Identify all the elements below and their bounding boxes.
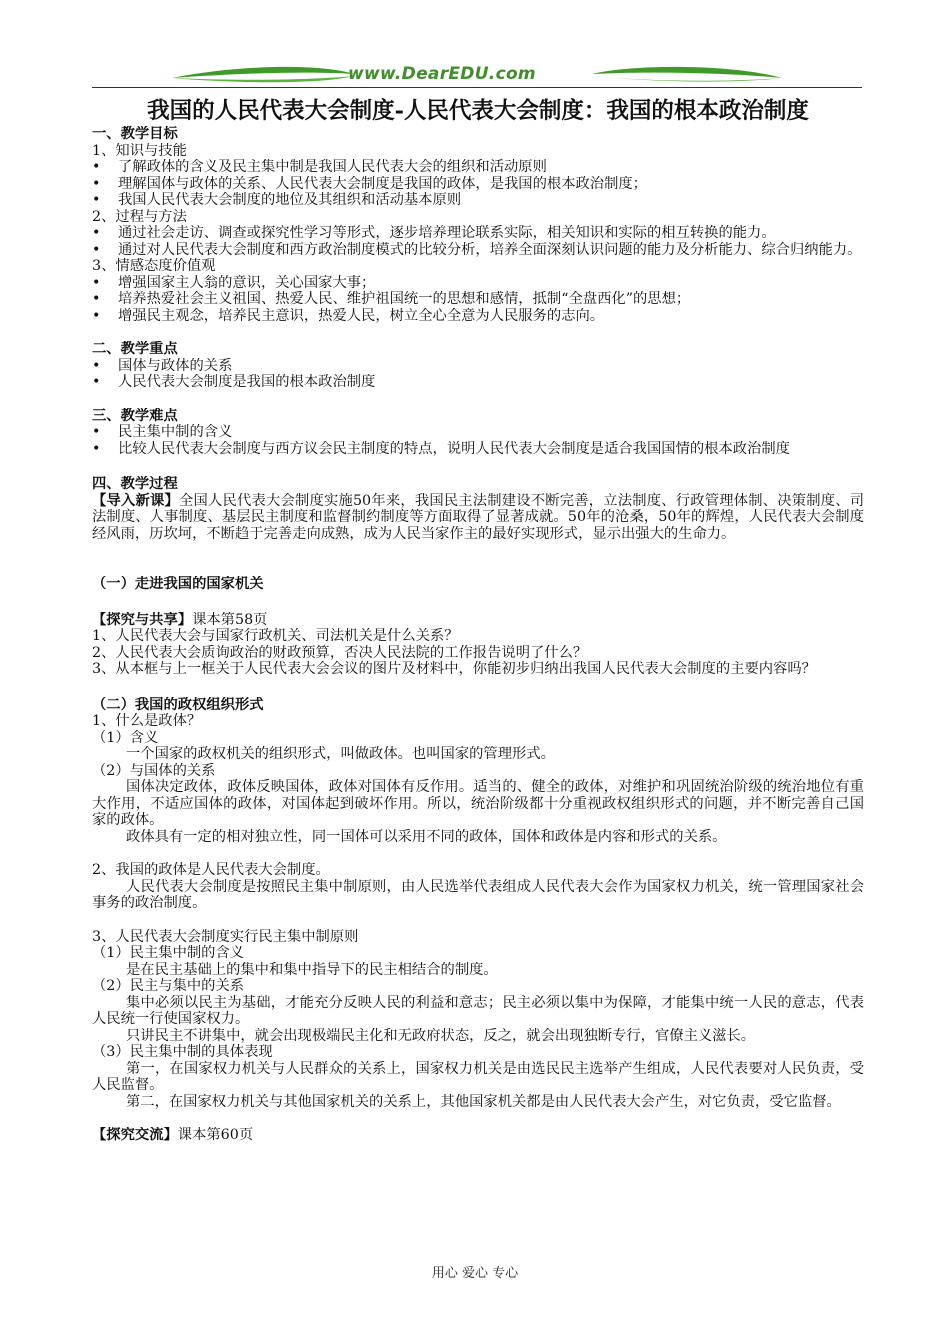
list-item: • 增强国家主人翁的意识，关心国家大事； [92, 275, 864, 292]
body-paragraph: 只讲民主不讲集中，就会出现极端民主化和无政府状态，反之，就会出现独断专行，官僚主义滋长。 [126, 1027, 756, 1044]
question-item: 3、从本框与上一框关于人民代表大会会议的图片及材料中，你能初步归纳出我国人民代表大会制度的主要内容吗？ [92, 661, 816, 677]
list-item: • 通过社会走访、调查或探究性学习等形式，逐步培养理论联系实际，相关知识和实际的相互转换的能力。 [92, 225, 864, 242]
subheading: （3）民主集中制的具体表现 [92, 1044, 273, 1060]
subheading: （1）含义 [92, 729, 159, 746]
subheading: （2）与国体的关系 [92, 762, 216, 779]
list-item: • 了解政体的含义及民主集中制是我国人民代表大会的组织和活动原则 [92, 159, 864, 176]
document-body [92, 96, 864, 1144]
subheading: 2、我国的政体是人民代表大会制度。 [92, 862, 330, 878]
list-item: • 增强民主观念，培养民主意识，热爱人民，树立全心全意为人民服务的志向。 [92, 308, 864, 325]
spacer [92, 1110, 864, 1127]
spacer [92, 845, 864, 862]
body-paragraph: 国体决定政体，政体反映国体，政体对国体有反作用。适当的、健全的政体，对维护和巩固统治阶级的统治地位有重大作用，不适应国体的政体，对国体起到破坏作用。所以，统治阶级都十分重视政权组织形式的问题，并不断完善自己国家的政体。 [92, 779, 864, 828]
subheading: 1、什么是政体？ [92, 713, 202, 729]
intro-label: 【导入新课】 [92, 492, 179, 509]
spacer [92, 593, 864, 612]
subheading-values: 3、情感态度价值观 [92, 258, 216, 274]
body-paragraph: 第一，在国家权力机关与人民群众的关系上，国家权力机关是由选民民主选举产生组成，人民代表要对人民负责，受人民监督。 [92, 1060, 864, 1093]
spacer [92, 457, 864, 476]
spacer [92, 324, 864, 341]
explore-share-text: 课本第58页 [192, 611, 268, 628]
spacer [92, 912, 864, 929]
question-item: 1、人民代表大会与国家行政机关、司法机关是什么关系？ [92, 628, 459, 644]
list-item: • 比较人民代表大会制度与西方议会民主制度的特点，说明人民代表大会制度是适合我国国情的根本政治制度 [92, 441, 864, 458]
explore-exchange-label: 【探究交流】 [92, 1127, 178, 1143]
spacer [92, 678, 864, 697]
section-heading-objectives: 一、教学目标 [92, 126, 178, 142]
subheading-knowledge: 1、知识与技能 [92, 142, 187, 159]
spacer [92, 542, 864, 576]
explore-exchange-text: 课本第60页 [177, 1127, 254, 1143]
site-logo-text: www.DearEDU.com [348, 64, 536, 84]
part1-heading: （一）走进我国的国家机关 [92, 576, 264, 592]
list-item: • 通过对人民代表大会制度和西方政治制度模式的比较分析，培养全面深刻认识问题的能力及分析能力、综合归纳能力。 [92, 242, 864, 259]
section-heading-key-points: 二、教学重点 [92, 341, 178, 357]
subheading: （2）民主与集中的关系 [92, 978, 245, 994]
explore-exchange-line [92, 1127, 864, 1144]
list-item: • 培养热爱社会主义祖国、热爱人民、维护祖国统一的思想和感情，抵制“全盘西化”的思想； [92, 291, 864, 308]
subheading: （1）民主集中制的含义 [92, 945, 245, 961]
intro-text: 全国人民代表大会制度实施50年来，我国民主法制建设不断完善，立法制度、行政管理体制、决策制度、司法制度、人事制度、基层民主制度和监督制约制度等方面取得了显著成就。50年的沧桑，50年的辉煌，人民代表大会制度经风雨，历坎坷，不断趋于完善走向成熟，成为人民当家作主的最好实现形式，显示出强大的生命力。 [92, 492, 865, 542]
list-item: • 国体与政体的关系 [92, 358, 864, 375]
subheading: 3、人民代表大会制度实行民主集中制原则 [92, 928, 359, 945]
question-item: 2、人民代表大会质询政治的财政预算，否决人民法院的工作报告说明了什么？ [92, 644, 588, 661]
explore-share-label: 【探究与共享】 [92, 611, 193, 628]
body-paragraph: 人民代表大会制度是按照民主集中制原则，由人民选举代表组成人民代表大会作为国家权力机关，统一管理国家社会事务的政治制度。 [92, 878, 864, 911]
subheading-process: 2、过程与方法 [92, 208, 187, 225]
spacer [92, 391, 864, 408]
section-heading-difficulties: 三、教学难点 [92, 407, 178, 424]
body-paragraph: 政体具有一定的相对独立性，同一国体可以采用不同的政体，国体和政体是内容和形式的关系。 [126, 828, 727, 845]
explore-share-line [92, 612, 864, 629]
intro-paragraph [92, 493, 864, 543]
section-heading-process: 四、教学过程 [92, 476, 178, 492]
list-item: • 理解国体与政体的关系、人民代表大会制度是我国的政体，是我国的根本政治制度； [92, 176, 864, 193]
page-footer: 用心 爱心 专心 [431, 1266, 519, 1281]
body-paragraph: 集中必须以民主为基础，才能充分反映人民的利益和意志；民主必须以集中为保障，才能集中统一人民的意志，代表人民统一行使国家权力。 [92, 994, 864, 1027]
body-paragraph: 是在民主基础上的集中和集中指导下的民主相结合的制度。 [126, 961, 498, 978]
list-item: • 民主集中制的含义 [92, 424, 864, 441]
list-item: • 人民代表大会制度是我国的根本政治制度 [92, 374, 864, 391]
header-rule [92, 87, 862, 88]
list-item: • 我国人民代表大会制度的地位及其组织和活动基本原则 [92, 192, 864, 209]
body-paragraph: 第二，在国家权力机关与其他国家机关的关系上，其他国家机关都是由人民代表大会产生，对它负责，受它监督。 [126, 1093, 841, 1110]
body-paragraph: 一个国家的政权机关的组织形式，叫做政体。也叫国家的管理形式。 [126, 746, 555, 762]
document-title: 我国的人民代表大会制度-人民代表大会制度：我国的根本政治制度 [147, 98, 809, 124]
part2-heading: （二）我国的政权组织形式 [92, 696, 264, 713]
